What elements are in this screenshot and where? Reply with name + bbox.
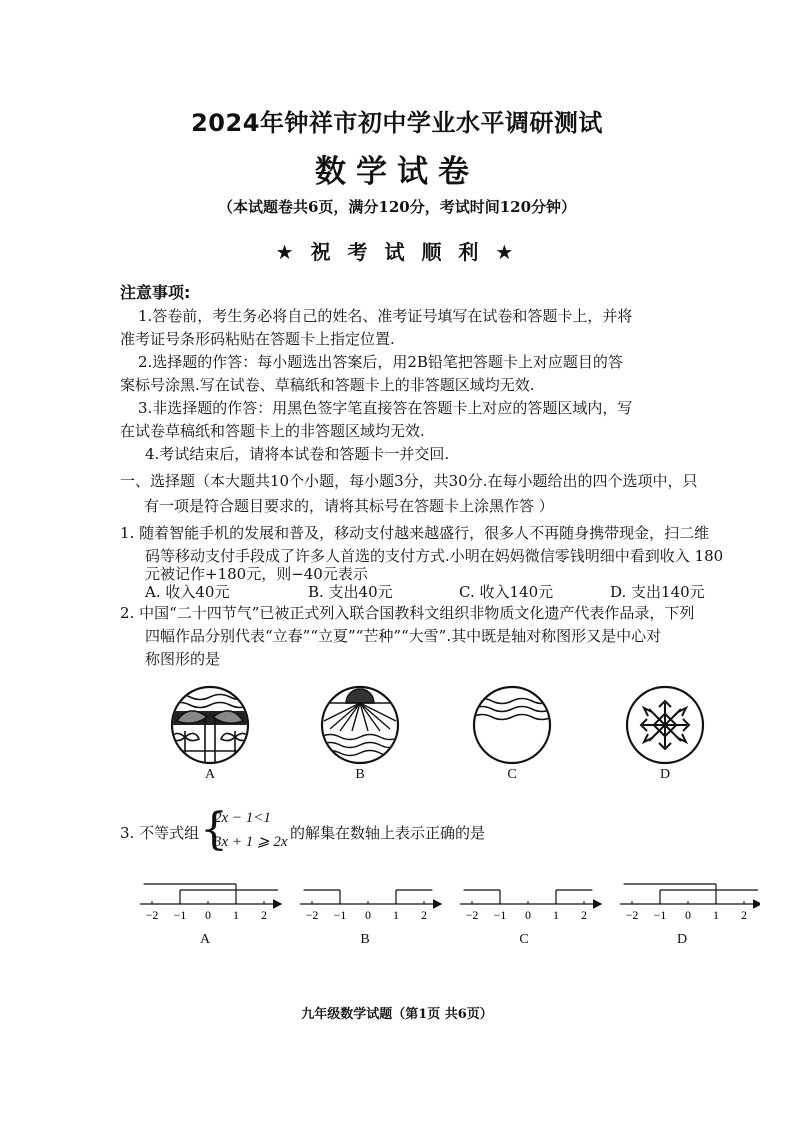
figure-lixia <box>320 687 400 763</box>
q1-line-1: 1. 随着智能手机的发展和普及，移动支付越来越盛行，很多人不再随身携带现金，扫二维 <box>120 524 710 542</box>
tick-label: −1 <box>493 908 507 922</box>
q3-label-a: A <box>199 932 211 947</box>
figure-mangzhong <box>472 687 552 763</box>
q3-suffix: 的解集在数轴上表示正确的是 <box>290 824 486 842</box>
tick-label: 0 <box>365 908 371 922</box>
q2-label-d: D <box>659 767 671 782</box>
tick-label: −2 <box>305 908 319 922</box>
tick-label: 0 <box>685 908 691 922</box>
q3-label-c: C <box>519 932 529 947</box>
q1-option-d: D. 支出140元 <box>610 583 705 601</box>
q3-label-b: B <box>360 932 370 947</box>
notice-line-5: 3.非选择题的作答：用黑色签字笔直接答在答题卡上对应的答题区域内，写 <box>138 399 633 417</box>
paper-info: （本试题卷共6页，满分120分，考试时间120分钟） <box>217 198 577 216</box>
q2-label-a: A <box>204 767 216 782</box>
number-line-d <box>620 884 760 922</box>
q2-line-1: 2. 中国“二十四节气”已被正式列入联合国教科文组织非物质文化遗产代表作品录，下列 <box>120 604 695 622</box>
notice-line-7: 4.考试结束后，请将本试卷和答题卡一并交回. <box>145 445 450 463</box>
q2-figures <box>165 682 715 772</box>
notice-line-2: 准考证号条形码粘贴在答题卡上指定位置. <box>120 330 395 348</box>
q3-prefix: 3. 不等式组 <box>120 824 200 842</box>
tick-label: 0 <box>205 908 211 922</box>
good-luck-banner: ★ 祝 考 试 顺 利 ★ <box>275 240 519 264</box>
q3-inequality-1: 2x − 1<1 <box>214 810 271 826</box>
tick-label: 0 <box>525 908 531 922</box>
q2-line-2: 四幅作品分别代表“立春”“立夏”“芒种”“大雪”.其中既是轴对称图形又是中心对 <box>145 627 662 645</box>
q2-line-3: 称图形的是 <box>145 650 221 668</box>
q2-label-b: B <box>355 767 365 782</box>
notice-line-6: 在试卷草稿纸和答题卡上的非答题区域均无效. <box>120 422 425 440</box>
q1-line-2: 码等移动支付手段成了许多人首选的支付方式.小明在妈妈微信零钱明细中看到收入 180 <box>145 547 724 565</box>
q1-line-3: 元被记作+180元，则−40元表示 <box>145 565 368 583</box>
tick-label: −2 <box>465 908 479 922</box>
number-line-a <box>140 884 280 922</box>
tick-label: 2 <box>421 908 427 922</box>
tick-label: −2 <box>145 908 159 922</box>
number-line-c <box>460 890 600 922</box>
q3-number-lines <box>130 876 760 926</box>
tick-label: 2 <box>741 908 747 922</box>
figure-lichun <box>170 687 250 765</box>
exam-subject: 数学试卷 <box>315 154 479 190</box>
tick-label: −1 <box>653 908 667 922</box>
number-line-b <box>300 890 440 922</box>
figure-daxue <box>627 687 703 763</box>
q1-option-b: B. 支出40元 <box>308 583 393 601</box>
q3-inequality-2: 3x + 1 ⩾ 2x <box>214 834 288 850</box>
system-brace: { <box>200 804 228 855</box>
notice-line-4: 案标号涂黑.写在试卷、草稿纸和答题卡上的非答题区域均无效. <box>120 376 535 394</box>
section-heading-line-1: 一、选择题（本大题共10个小题，每小题3分，共30分.在每小题给出的四个选项中，只 <box>120 472 698 490</box>
q2-label-c: C <box>507 767 517 782</box>
tick-label: 2 <box>261 908 267 922</box>
tick-label: 1 <box>393 908 399 922</box>
tick-label: −1 <box>173 908 187 922</box>
section-heading-line-2: 有一项是符合题目要求的，请将其标号在答题卡上涂黑作答 ） <box>144 497 554 515</box>
q1-option-c: C. 收入140元 <box>459 583 554 601</box>
tick-label: 1 <box>713 908 719 922</box>
tick-label: −1 <box>333 908 347 922</box>
tick-label: 1 <box>553 908 559 922</box>
tick-label: 1 <box>233 908 239 922</box>
page-footer: 九年级数学试题（第1页 共6页） <box>301 1007 493 1022</box>
notice-heading: 注意事项: <box>120 283 191 302</box>
q3-label-d: D <box>676 932 688 947</box>
notice-line-1: 1.答卷前，考生务必将自己的姓名、准考证号填写在试卷和答题卡上，并将 <box>138 307 633 325</box>
exam-title: 2024年钟祥市初中学业水平调研测试 <box>191 109 603 137</box>
q1-option-a: A. 收入40元 <box>145 583 230 601</box>
notice-line-3: 2.选择题的作答：每小题选出答案后，用2B铅笔把答题卡上对应题目的答 <box>138 353 623 371</box>
tick-label: 2 <box>581 908 587 922</box>
tick-label: −2 <box>625 908 639 922</box>
